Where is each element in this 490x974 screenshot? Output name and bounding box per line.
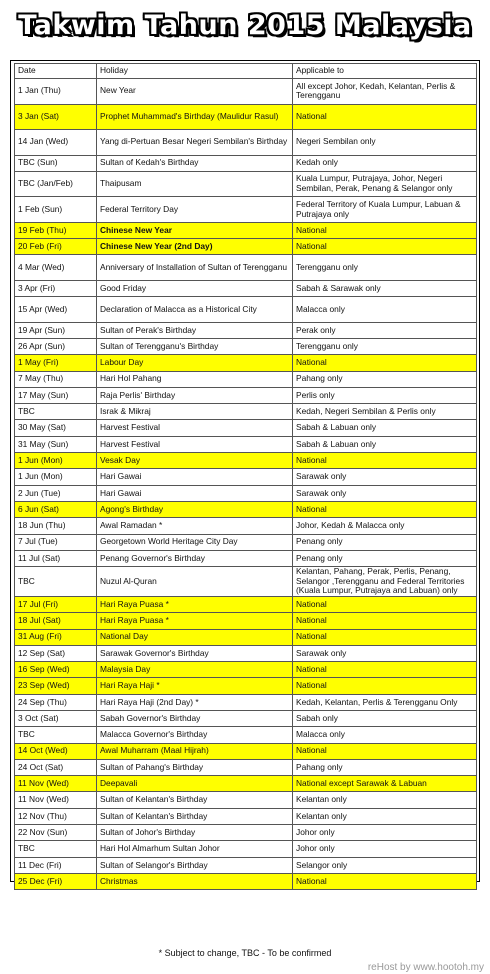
- table-row: [15, 792, 477, 808]
- page-title: Takwim Tahun 2015 Malaysia: [18, 10, 472, 41]
- table-row: [15, 155, 477, 171]
- row-applicable: Sarawak only: [293, 645, 477, 661]
- row-holiday: Deepavali: [97, 776, 293, 792]
- header-date: Date: [15, 64, 97, 79]
- row-applicable: Kelantan, Pahang, Perak, Perlis, Penang, Selangor ,Terengganu and Federal Territories (Kuala Lumpur, Putrajaya and Labuan) only: [293, 567, 477, 597]
- table-row: [15, 662, 477, 678]
- row-holiday: Hari Gawai: [97, 485, 293, 501]
- row-holiday: Hari Raya Puasa *: [97, 613, 293, 629]
- table-row: [15, 857, 477, 873]
- row-holiday: Federal Territory Day: [97, 197, 293, 223]
- table-row: [15, 404, 477, 420]
- table-row: [15, 420, 477, 436]
- row-applicable: Kedah, Negeri Sembilan & Perlis only: [293, 404, 477, 420]
- row-applicable: National: [293, 629, 477, 645]
- table-row: [15, 776, 477, 792]
- table-row: [15, 453, 477, 469]
- row-holiday: Anniversary of Installation of Sultan of Terengganu: [97, 255, 293, 281]
- row-date: TBC: [15, 567, 97, 597]
- table-row: [15, 567, 477, 597]
- row-holiday: Good Friday: [97, 280, 293, 296]
- row-date: TBC: [15, 841, 97, 857]
- row-applicable: Sabah & Sarawak only: [293, 280, 477, 296]
- row-date: 17 May (Sun): [15, 387, 97, 403]
- row-holiday: Hari Hol Almarhum Sultan Johor: [97, 841, 293, 857]
- table-row: [15, 322, 477, 338]
- row-date: TBC (Jan/Feb): [15, 171, 97, 197]
- row-holiday: Sultan of Kelantan's Birthday: [97, 808, 293, 824]
- table-row: [15, 743, 477, 759]
- row-holiday: Harvest Festival: [97, 420, 293, 436]
- row-applicable: National: [293, 613, 477, 629]
- row-date: 25 Dec (Fri): [15, 873, 97, 889]
- row-holiday: Israk & Mikraj: [97, 404, 293, 420]
- row-holiday: Hari Gawai: [97, 469, 293, 485]
- row-applicable: National: [293, 355, 477, 371]
- row-holiday: Sultan of Johor's Birthday: [97, 825, 293, 841]
- row-date: 11 Nov (Wed): [15, 776, 97, 792]
- row-holiday: Georgetown World Heritage City Day: [97, 534, 293, 550]
- table-row: [15, 485, 477, 501]
- row-applicable: Kedah only: [293, 155, 477, 171]
- table-row: [15, 550, 477, 566]
- row-date: 3 Apr (Fri): [15, 280, 97, 296]
- row-date: 31 Aug (Fri): [15, 629, 97, 645]
- row-date: 7 May (Thu): [15, 371, 97, 387]
- row-holiday: Sultan of Selangor's Birthday: [97, 857, 293, 873]
- table-row: [15, 130, 477, 156]
- row-holiday: Sultan of Kedah's Birthday: [97, 155, 293, 171]
- row-holiday: Vesak Day: [97, 453, 293, 469]
- row-date: 12 Nov (Thu): [15, 808, 97, 824]
- header-applicable: Applicable to: [293, 64, 477, 79]
- row-date: 11 Jul (Sat): [15, 550, 97, 566]
- table-header-row: [15, 64, 477, 79]
- table-row: [15, 104, 477, 130]
- table-row: [15, 171, 477, 197]
- row-applicable: Sabah & Labuan only: [293, 420, 477, 436]
- table-row: [15, 436, 477, 452]
- row-date: TBC: [15, 404, 97, 420]
- row-applicable: National: [293, 743, 477, 759]
- row-holiday: Raja Perlis' Birthday: [97, 387, 293, 403]
- row-date: 14 Jan (Wed): [15, 130, 97, 156]
- row-applicable: Sabah & Labuan only: [293, 436, 477, 452]
- row-applicable: Selangor only: [293, 857, 477, 873]
- row-holiday: Hari Raya Haji *: [97, 678, 293, 694]
- row-applicable: National: [293, 222, 477, 238]
- table-row: [15, 727, 477, 743]
- row-holiday: Sabah Governor's Birthday: [97, 711, 293, 727]
- row-date: 11 Dec (Fri): [15, 857, 97, 873]
- row-applicable: Kedah, Kelantan, Perlis & Terengganu Only: [293, 694, 477, 710]
- table-row: [15, 469, 477, 485]
- holiday-table: [14, 63, 477, 890]
- table-row: [15, 280, 477, 296]
- row-applicable: Pahang only: [293, 371, 477, 387]
- table-row: [15, 387, 477, 403]
- row-date: 15 Apr (Wed): [15, 297, 97, 323]
- row-date: 1 Jun (Mon): [15, 453, 97, 469]
- row-applicable: National: [293, 678, 477, 694]
- footnote: * Subject to change, TBC - To be confirmed: [158, 948, 332, 958]
- row-holiday: Prophet Muhammad's Birthday (Maulidur Rasul): [97, 104, 293, 130]
- row-date: 1 Jun (Mon): [15, 469, 97, 485]
- row-applicable: National except Sarawak & Labuan: [293, 776, 477, 792]
- row-applicable: National: [293, 501, 477, 517]
- table-row: [15, 825, 477, 841]
- table-row: [15, 371, 477, 387]
- row-holiday: Yang di-Pertuan Besar Negeri Sembilan's Birthday: [97, 130, 293, 156]
- row-date: 19 Feb (Thu): [15, 222, 97, 238]
- row-applicable: Penang only: [293, 534, 477, 550]
- row-applicable: National: [293, 662, 477, 678]
- row-date: 4 Mar (Wed): [15, 255, 97, 281]
- row-holiday: Penang Governor's Birthday: [97, 550, 293, 566]
- table-row: [15, 613, 477, 629]
- table-row: [15, 645, 477, 661]
- row-holiday: Malaysia Day: [97, 662, 293, 678]
- row-date: 19 Apr (Sun): [15, 322, 97, 338]
- row-applicable: National: [293, 873, 477, 889]
- table-row: [15, 501, 477, 517]
- row-date: 12 Sep (Sat): [15, 645, 97, 661]
- row-holiday: Malacca Governor's Birthday: [97, 727, 293, 743]
- row-date: 22 Nov (Sun): [15, 825, 97, 841]
- row-date: 1 May (Fri): [15, 355, 97, 371]
- row-applicable: Johor only: [293, 825, 477, 841]
- table-row: [15, 759, 477, 775]
- table-row: [15, 297, 477, 323]
- row-applicable: Sabah only: [293, 711, 477, 727]
- row-holiday: New Year: [97, 79, 293, 105]
- row-applicable: Perak only: [293, 322, 477, 338]
- row-applicable: All except Johor, Kedah, Kelantan, Perlis & Terengganu: [293, 79, 477, 105]
- row-date: TBC: [15, 727, 97, 743]
- table-row: [15, 355, 477, 371]
- row-holiday: Hari Raya Haji (2nd Day) *: [97, 694, 293, 710]
- row-applicable: Sarawak only: [293, 469, 477, 485]
- table-row: [15, 239, 477, 255]
- row-holiday: Harvest Festival: [97, 436, 293, 452]
- row-applicable: Federal Territory of Kuala Lumpur, Labuan & Putrajaya only: [293, 197, 477, 223]
- row-date: 3 Jan (Sat): [15, 104, 97, 130]
- row-holiday: Chinese New Year (2nd Day): [97, 239, 293, 255]
- row-date: 11 Nov (Wed): [15, 792, 97, 808]
- table-row: [15, 338, 477, 354]
- row-applicable: Negeri Sembilan only: [293, 130, 477, 156]
- row-date: 1 Jan (Thu): [15, 79, 97, 105]
- row-holiday: Nuzul Al-Quran: [97, 567, 293, 597]
- row-date: 30 May (Sat): [15, 420, 97, 436]
- row-date: 24 Oct (Sat): [15, 759, 97, 775]
- row-applicable: National: [293, 104, 477, 130]
- row-date: 18 Jul (Sat): [15, 613, 97, 629]
- table-row: [15, 534, 477, 550]
- row-applicable: Terengganu only: [293, 255, 477, 281]
- row-date: 16 Sep (Wed): [15, 662, 97, 678]
- row-applicable: National: [293, 239, 477, 255]
- row-holiday: Labour Day: [97, 355, 293, 371]
- row-date: 6 Jun (Sat): [15, 501, 97, 517]
- row-applicable: Pahang only: [293, 759, 477, 775]
- row-applicable: Sarawak only: [293, 485, 477, 501]
- table-row: [15, 197, 477, 223]
- row-applicable: National: [293, 596, 477, 612]
- table-row: [15, 518, 477, 534]
- row-date: 24 Sep (Thu): [15, 694, 97, 710]
- row-holiday: Sultan of Kelantan's Birthday: [97, 792, 293, 808]
- table-row: [15, 808, 477, 824]
- row-holiday: Awal Muharram (Maal Hijrah): [97, 743, 293, 759]
- row-holiday: Sarawak Governor's Birthday: [97, 645, 293, 661]
- row-date: 26 Apr (Sun): [15, 338, 97, 354]
- row-holiday: Thaipusam: [97, 171, 293, 197]
- row-applicable: Malacca only: [293, 727, 477, 743]
- row-applicable: Kuala Lumpur, Putrajaya, Johor, Negeri Sembilan, Perak, Penang & Selangor only: [293, 171, 477, 197]
- table-row: [15, 841, 477, 857]
- row-holiday: Declaration of Malacca as a Historical City: [97, 297, 293, 323]
- row-holiday: Christmas: [97, 873, 293, 889]
- table-row: [15, 222, 477, 238]
- row-holiday: Sultan of Perak's Birthday: [97, 322, 293, 338]
- row-holiday: Hari Hol Pahang: [97, 371, 293, 387]
- row-applicable: Kelantan only: [293, 808, 477, 824]
- row-date: 1 Feb (Sun): [15, 197, 97, 223]
- row-date: 31 May (Sun): [15, 436, 97, 452]
- row-holiday: Sultan of Terengganu's Birthday: [97, 338, 293, 354]
- row-date: TBC (Sun): [15, 155, 97, 171]
- table-row: [15, 596, 477, 612]
- table-row: [15, 79, 477, 105]
- header-holiday: Holiday: [97, 64, 293, 79]
- row-applicable: Johor only: [293, 841, 477, 857]
- row-holiday: Sultan of Pahang's Birthday: [97, 759, 293, 775]
- row-holiday: Agong's Birthday: [97, 501, 293, 517]
- row-date: 7 Jul (Tue): [15, 534, 97, 550]
- row-applicable: Penang only: [293, 550, 477, 566]
- table-row: [15, 255, 477, 281]
- row-applicable: Johor, Kedah & Malacca only: [293, 518, 477, 534]
- row-applicable: Terengganu only: [293, 338, 477, 354]
- row-holiday: National Day: [97, 629, 293, 645]
- row-date: 23 Sep (Wed): [15, 678, 97, 694]
- table-row: [15, 873, 477, 889]
- row-applicable: National: [293, 453, 477, 469]
- row-date: 14 Oct (Wed): [15, 743, 97, 759]
- row-holiday: Hari Raya Puasa *: [97, 596, 293, 612]
- row-holiday: Awal Ramadan *: [97, 518, 293, 534]
- table-row: [15, 678, 477, 694]
- table-row: [15, 711, 477, 727]
- row-date: 17 Jul (Fri): [15, 596, 97, 612]
- row-date: 18 Jun (Thu): [15, 518, 97, 534]
- row-applicable: Perlis only: [293, 387, 477, 403]
- row-date: 2 Jun (Tue): [15, 485, 97, 501]
- credit-watermark: reHost by www.hootoh.my: [367, 962, 484, 973]
- row-date: 20 Feb (Fri): [15, 239, 97, 255]
- row-applicable: Kelantan only: [293, 792, 477, 808]
- row-holiday: Chinese New Year: [97, 222, 293, 238]
- row-applicable: Malacca only: [293, 297, 477, 323]
- row-date: 3 Oct (Sat): [15, 711, 97, 727]
- table-row: [15, 694, 477, 710]
- table-row: [15, 629, 477, 645]
